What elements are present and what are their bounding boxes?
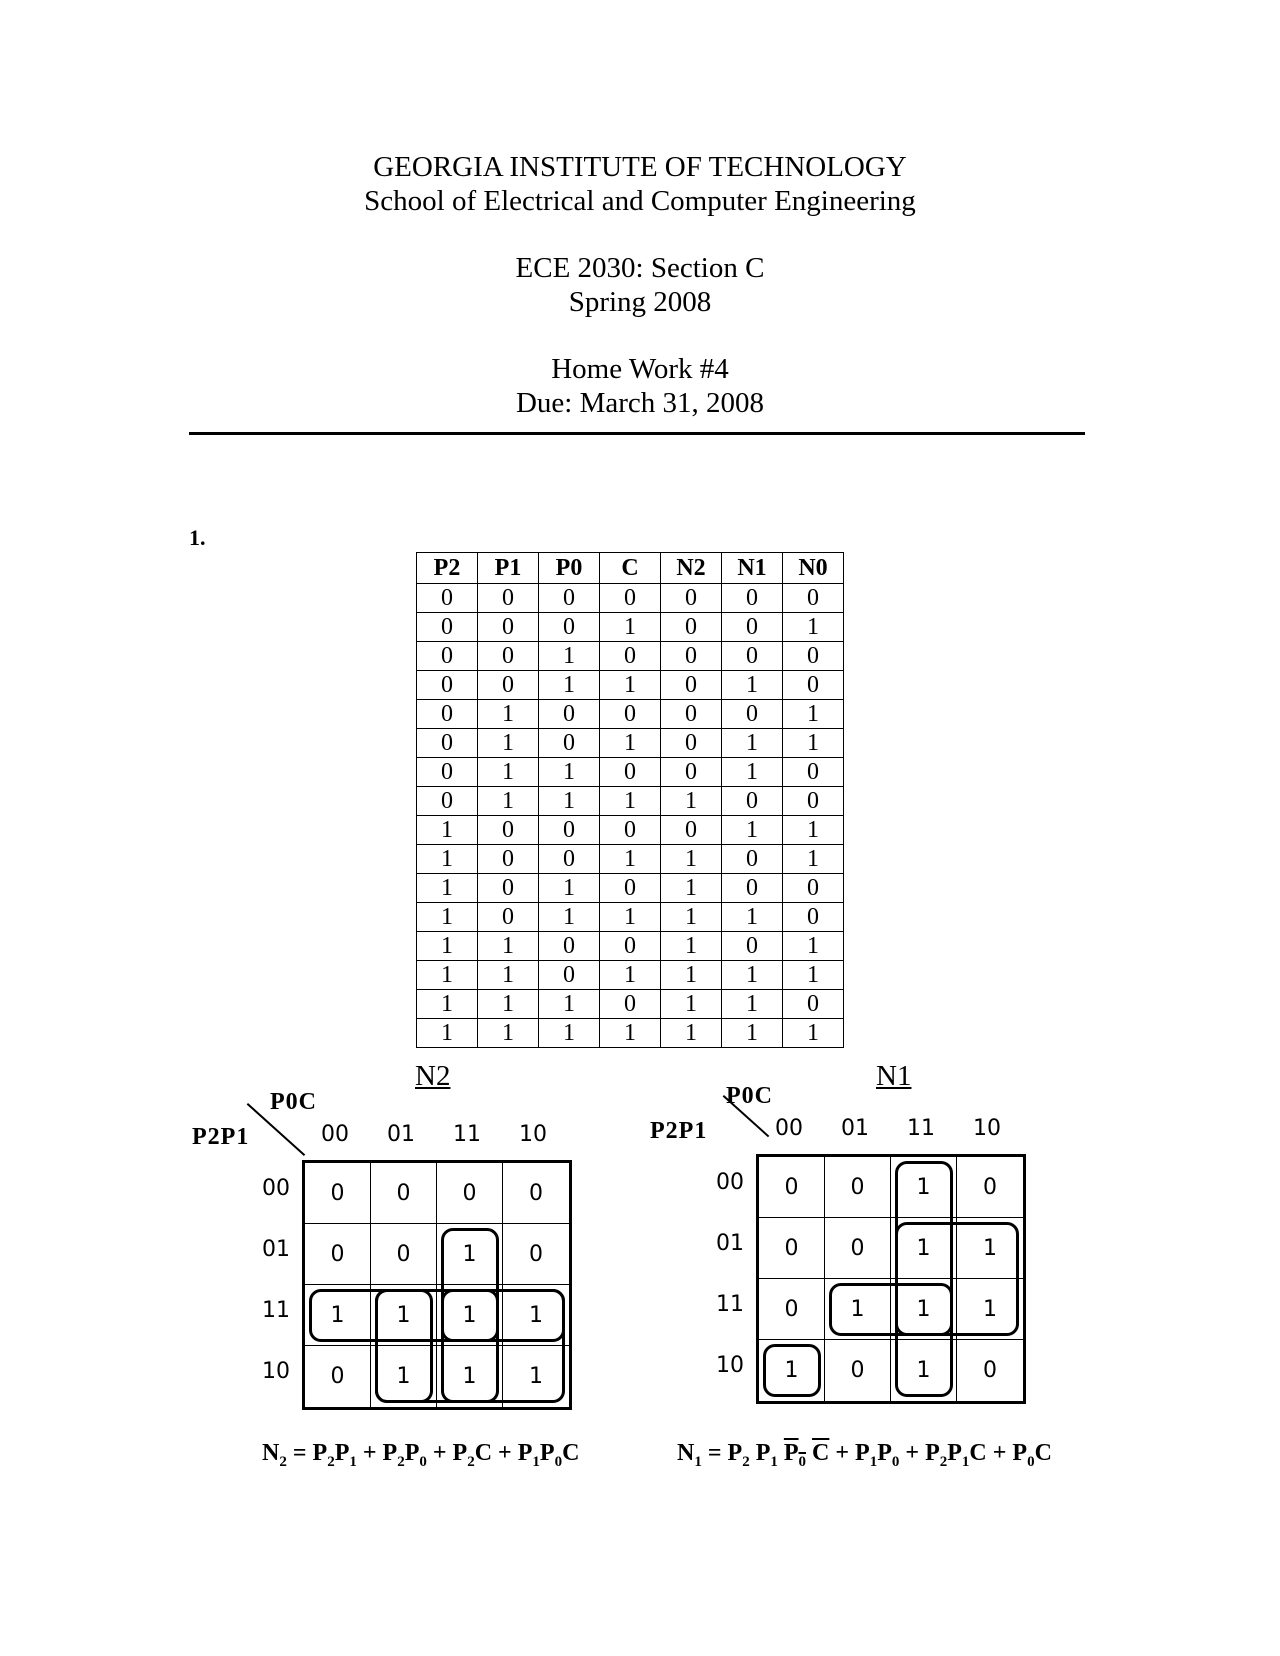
truth-table-cell: 1: [661, 845, 722, 874]
truth-table-cell: 0: [661, 613, 722, 642]
truth-table-cell: 1: [539, 1019, 600, 1048]
truth-table-row: [417, 758, 844, 787]
kmap-row-label: 11: [716, 1292, 744, 1317]
kmap-cell: 0: [759, 1218, 825, 1279]
kmap-row-variable: P2P1: [650, 1118, 708, 1144]
truth-table-cell: 1: [539, 642, 600, 671]
kmap-cell: 1: [759, 1340, 825, 1401]
term: Spring 2008: [568, 286, 712, 318]
truth-table-cell: 0: [417, 729, 478, 758]
kmap-col-label: 01: [841, 1116, 869, 1141]
truth-table-header-cell: P2: [417, 553, 478, 584]
kmap-n2: [190, 1060, 570, 1415]
truth-table-row: [417, 787, 844, 816]
truth-table-cell: 0: [661, 584, 722, 613]
truth-table-cell: 1: [478, 990, 539, 1019]
truth-table-cell: 0: [783, 642, 844, 671]
truth-table-cell: 1: [417, 874, 478, 903]
truth-table-cell: 1: [722, 1019, 783, 1048]
kmap-n1: [648, 1060, 1048, 1415]
truth-table-cell: 0: [722, 584, 783, 613]
truth-table-cell: 1: [478, 961, 539, 990]
truth-table-cell: 0: [600, 642, 661, 671]
truth-table-cell: 1: [783, 816, 844, 845]
truth-table-header-cell: P1: [478, 553, 539, 584]
truth-table-cell: 1: [600, 1019, 661, 1048]
truth-table-header-cell: N2: [661, 553, 722, 584]
truth-table-cell: 0: [539, 700, 600, 729]
kmap-col-label: 01: [387, 1122, 415, 1147]
truth-table-cell: 1: [600, 845, 661, 874]
kmap-cell: 0: [825, 1340, 891, 1401]
truth-table-row: [417, 613, 844, 642]
truth-table-row: [417, 961, 844, 990]
truth-table-cell: 1: [417, 816, 478, 845]
kmap-cell: 0: [503, 1224, 569, 1285]
kmap-cell: 1: [503, 1285, 569, 1346]
truth-table-cell: 0: [478, 642, 539, 671]
truth-table-cell: 0: [661, 642, 722, 671]
truth-table-header-cell: C: [600, 553, 661, 584]
kmap-group-loop: [763, 1344, 821, 1397]
truth-table-cell: 1: [661, 961, 722, 990]
kmap-cell: 1: [891, 1157, 957, 1218]
kmap-cell: 0: [957, 1157, 1023, 1218]
course-title: ECE 2030: Section C: [515, 252, 765, 284]
truth-table-cell: 0: [722, 787, 783, 816]
kmap-cell: 1: [529, 1364, 543, 1389]
kmap-grid: [302, 1160, 572, 1410]
kmap-row-variable: P2P1: [192, 1124, 250, 1150]
truth-table-cell: 1: [783, 1019, 844, 1048]
truth-table-cell: 1: [600, 787, 661, 816]
truth-table-cell: 1: [600, 671, 661, 700]
truth-table-header-cell: N0: [783, 553, 844, 584]
truth-table-cell: 0: [539, 816, 600, 845]
truth-table-cell: 0: [783, 903, 844, 932]
truth-table-cell: 0: [600, 584, 661, 613]
kmap-row-label: 00: [262, 1176, 290, 1201]
truth-table-header-row: [417, 553, 844, 584]
truth-table-cell: 0: [539, 961, 600, 990]
truth-table-cell: 1: [478, 758, 539, 787]
truth-table-cell: 0: [783, 584, 844, 613]
truth-table-row: [417, 845, 844, 874]
kmap-cell: 1: [437, 1224, 503, 1285]
truth-table-cell: 0: [661, 729, 722, 758]
kmap-cell: 0: [305, 1346, 371, 1407]
truth-table-cell: 1: [478, 787, 539, 816]
truth-table-cell: 1: [600, 961, 661, 990]
truth-table-cell: 0: [539, 584, 600, 613]
truth-table-cell: 0: [722, 932, 783, 961]
truth-table-cell: 0: [417, 584, 478, 613]
truth-table-cell: 0: [600, 758, 661, 787]
truth-table-cell: 1: [539, 990, 600, 1019]
truth-table-cell: 0: [539, 613, 600, 642]
truth-table-cell: 1: [783, 845, 844, 874]
kmap-cell: 0: [503, 1163, 569, 1224]
kmap-cell: 1: [957, 1218, 1023, 1279]
truth-table: [416, 552, 844, 1048]
truth-table-cell: 1: [783, 729, 844, 758]
truth-table-cell: 0: [478, 845, 539, 874]
kmap-cell: 0: [305, 1163, 371, 1224]
truth-table-cell: 0: [661, 671, 722, 700]
truth-table-cell: 1: [600, 903, 661, 932]
truth-table-row: [417, 903, 844, 932]
kmap-cell: 0: [759, 1157, 825, 1218]
truth-table-cell: 1: [722, 758, 783, 787]
kmap-cell: 0: [437, 1163, 503, 1224]
truth-table-cell: 0: [478, 613, 539, 642]
truth-table-cell: 0: [478, 584, 539, 613]
truth-table-cell: 0: [539, 932, 600, 961]
truth-table-cell: 0: [783, 758, 844, 787]
kmap-cell: 1: [891, 1340, 957, 1401]
kmap-cell: 1: [437, 1346, 503, 1407]
truth-table-cell: 1: [722, 729, 783, 758]
truth-table-cell: 0: [417, 671, 478, 700]
truth-table-cell: 1: [783, 613, 844, 642]
truth-table-cell: 1: [722, 961, 783, 990]
truth-table-cell: 0: [417, 700, 478, 729]
truth-table-cell: 0: [417, 642, 478, 671]
kmap-row-label: 00: [716, 1170, 744, 1195]
school-title: School of Electrical and Computer Engineering: [364, 185, 916, 217]
kmap-cell: 1: [891, 1218, 957, 1279]
truth-table-row: [417, 700, 844, 729]
kmap-cell: 1: [371, 1285, 437, 1346]
truth-table-cell: 0: [783, 671, 844, 700]
truth-table-cell: 0: [600, 990, 661, 1019]
truth-table-cell: 1: [417, 961, 478, 990]
kmap-grid: [756, 1154, 1026, 1404]
truth-table-cell: 1: [539, 787, 600, 816]
truth-table-body: [417, 584, 844, 1048]
truth-table-cell: 1: [661, 787, 722, 816]
truth-table-cell: 0: [478, 816, 539, 845]
kmap-cell: 0: [825, 1218, 891, 1279]
kmap-col-label: 00: [775, 1116, 803, 1141]
question-number: 1.: [189, 525, 206, 550]
truth-table-cell: 1: [478, 700, 539, 729]
truth-table-cell: 1: [661, 874, 722, 903]
due-date: Due: March 31, 2008: [515, 387, 765, 419]
institute-title: GEORGIA INSTITUTE OF TECHNOLOGY: [373, 151, 907, 183]
truth-table-cell: 0: [539, 729, 600, 758]
truth-table-cell: 0: [722, 874, 783, 903]
truth-table-cell: 1: [417, 845, 478, 874]
equation-n2: $N_2 = P_2P_1 + P_2P_0 + P_2C + P_1P_0C$: [262, 1440, 580, 1470]
truth-table-row: [417, 642, 844, 671]
truth-table-cell: 1: [722, 816, 783, 845]
truth-table-cell: 0: [417, 758, 478, 787]
truth-table-cell: 0: [661, 758, 722, 787]
truth-table-cell: 0: [783, 787, 844, 816]
assignment-title: Home Work #4: [551, 353, 729, 385]
truth-table-cell: 0: [722, 700, 783, 729]
truth-table-cell: 1: [417, 932, 478, 961]
truth-table-cell: 1: [661, 932, 722, 961]
kmap-cell: 0: [983, 1358, 997, 1383]
truth-table-cell: 1: [661, 903, 722, 932]
truth-table-cell: 1: [783, 700, 844, 729]
kmap-cell: 1: [825, 1279, 891, 1340]
truth-table-cell: 0: [600, 874, 661, 903]
kmap-cell: 1: [305, 1285, 371, 1346]
truth-table-cell: 1: [539, 671, 600, 700]
truth-table-header-cell: P0: [539, 553, 600, 584]
truth-table-cell: 1: [539, 758, 600, 787]
truth-table-cell: 1: [661, 1019, 722, 1048]
truth-table-cell: 0: [478, 903, 539, 932]
truth-table-cell: 1: [478, 932, 539, 961]
kmap-cell: 1: [891, 1279, 957, 1340]
truth-table-row: [417, 990, 844, 1019]
kmap-col-variable: P0C: [726, 1083, 773, 1109]
truth-table-cell: 0: [661, 700, 722, 729]
truth-table-cell: 0: [600, 700, 661, 729]
truth-table-cell: 1: [478, 1019, 539, 1048]
truth-table-cell: 0: [600, 932, 661, 961]
truth-table-cell: 1: [722, 671, 783, 700]
kmap-row-label: 10: [262, 1359, 290, 1384]
equation-n1: $N_1 = P_2$ $P_1$ $P_0$ $\overline{C} + P_1P_0 + P_2P_1C + P_0C$: [677, 1440, 1052, 1470]
kmap-cell: 0: [305, 1224, 371, 1285]
kmap-title: N2: [415, 1060, 451, 1092]
truth-table-cell: 1: [417, 990, 478, 1019]
truth-table-cell: 0: [722, 845, 783, 874]
kmap-cell: 0: [759, 1279, 825, 1340]
kmap-col-label: 11: [453, 1122, 481, 1147]
truth-table-cell: 1: [417, 1019, 478, 1048]
kmap-row-label: 10: [716, 1353, 744, 1378]
truth-table-cell: 1: [600, 729, 661, 758]
kmap-row-label: 01: [716, 1231, 744, 1256]
truth-table-cell: 0: [478, 874, 539, 903]
truth-table-cell: 0: [722, 642, 783, 671]
truth-table-cell: 0: [417, 787, 478, 816]
truth-table-cell: 0: [783, 990, 844, 1019]
truth-table-cell: 1: [783, 932, 844, 961]
kmap-col-label: 11: [907, 1116, 935, 1141]
truth-table-cell: 0: [783, 874, 844, 903]
truth-table-row: [417, 671, 844, 700]
kmap-col-variable: P0C: [270, 1089, 317, 1115]
truth-table-cell: 1: [417, 903, 478, 932]
kmap-row-label: 01: [262, 1237, 290, 1262]
truth-table-cell: 1: [539, 903, 600, 932]
kmap-cell: 1: [957, 1279, 1023, 1340]
kmap-col-label: 10: [973, 1116, 1001, 1141]
truth-table-cell: 0: [539, 845, 600, 874]
kmap-cell: 1: [371, 1346, 437, 1407]
truth-table-cell: 0: [417, 613, 478, 642]
truth-table-row: [417, 816, 844, 845]
kmap-cell: 0: [371, 1163, 437, 1224]
truth-table-cell: 1: [478, 729, 539, 758]
truth-table-cell: 1: [722, 903, 783, 932]
truth-table-cell: 0: [661, 816, 722, 845]
truth-table-cell: 0: [600, 816, 661, 845]
kmap-row-label: 11: [262, 1298, 290, 1323]
truth-table-row: [417, 874, 844, 903]
truth-table-cell: 1: [600, 613, 661, 642]
kmap-col-label: 10: [519, 1122, 547, 1147]
truth-table-cell: 1: [539, 874, 600, 903]
truth-table-cell: 0: [722, 613, 783, 642]
truth-table-row: [417, 932, 844, 961]
kmap-cell: 0: [825, 1157, 891, 1218]
truth-table-cell: 1: [722, 990, 783, 1019]
kmap-title: N1: [876, 1060, 912, 1092]
kmap-cell: 0: [371, 1224, 437, 1285]
truth-table-cell: 1: [661, 990, 722, 1019]
truth-table-row: [417, 729, 844, 758]
kmap-cell: 1: [437, 1285, 503, 1346]
kmap-group-loop: [375, 1289, 565, 1403]
kmap-group-loop: [829, 1283, 953, 1336]
kmap-col-label: 00: [321, 1122, 349, 1147]
truth-table-cell: 1: [783, 961, 844, 990]
header-divider: [189, 432, 1085, 435]
truth-table-cell: 0: [478, 671, 539, 700]
truth-table-row: [417, 584, 844, 613]
truth-table-header-cell: N1: [722, 553, 783, 584]
truth-table-row: [417, 1019, 844, 1048]
